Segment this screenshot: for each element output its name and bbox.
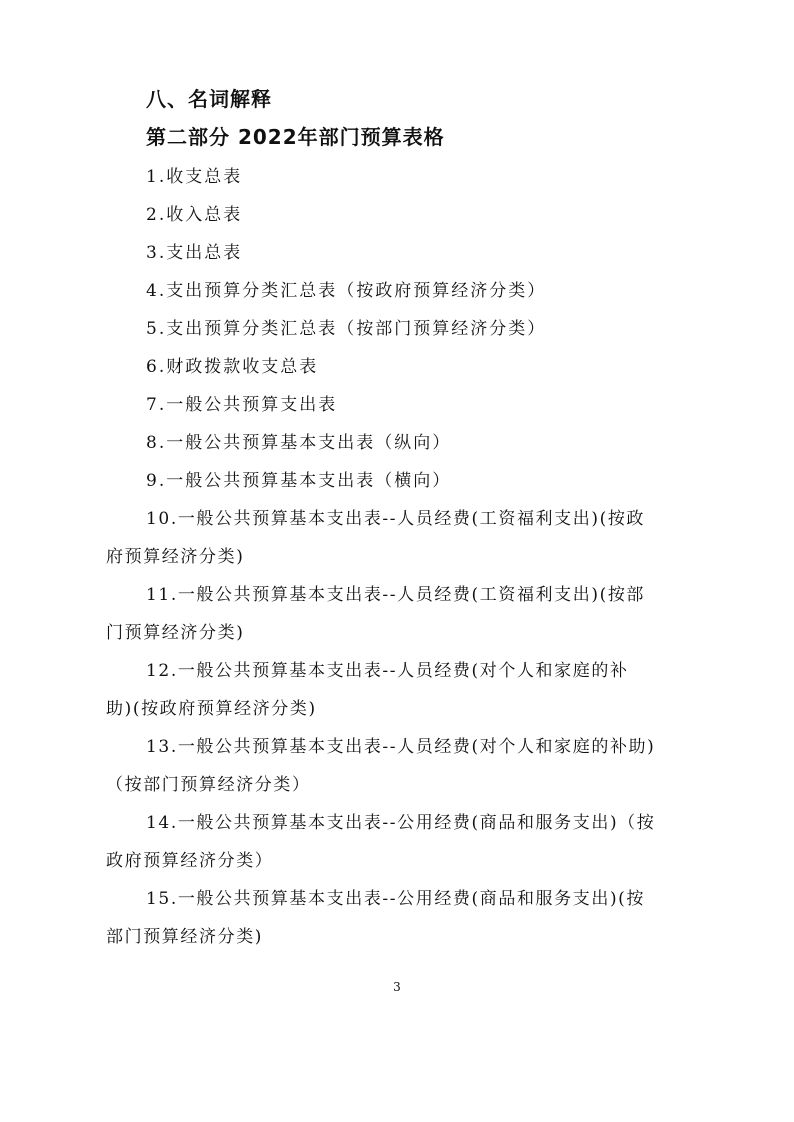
list-item-continuation: （按部门预算经济分类） xyxy=(106,775,311,795)
list-item-wrapped xyxy=(106,804,702,880)
page-content xyxy=(106,84,702,956)
list-item-line: 14.一般公共预算基本支出表--公用经费(商品和服务支出)（按 xyxy=(146,813,656,833)
list-item: 6.财政拨款收支总表 xyxy=(146,357,319,377)
section-heading: 八、名词解释 xyxy=(146,87,272,111)
list-item: 8.一般公共预算基本支出表（纵向） xyxy=(146,433,452,453)
list-item-continuation: 助)(按政府预算经济分类) xyxy=(106,699,317,719)
list-item: 7.一般公共预算支出表 xyxy=(146,395,338,415)
list-item-continuation: 门预算经济分类) xyxy=(106,623,245,643)
list-item: 2.收入总表 xyxy=(146,205,243,225)
list-item: 9.一般公共预算基本支出表（横向） xyxy=(146,471,452,491)
list-item: 5.支出预算分类汇总表（按部门预算经济分类） xyxy=(146,319,547,339)
list-item: 4.支出预算分类汇总表（按政府预算经济分类） xyxy=(146,281,547,301)
list-item-line: 11.一般公共预算基本支出表--人员经费(工资福利支出)(按部 xyxy=(146,585,646,605)
list-item: 3.支出总表 xyxy=(146,243,243,263)
list-item-line: 10.一般公共预算基本支出表--人员经费(工资福利支出)(按政 xyxy=(146,509,646,529)
part-heading: 第二部分 2022年部门预算表格 xyxy=(146,125,445,149)
list-item-wrapped xyxy=(106,576,702,652)
list-item-line: 15.一般公共预算基本支出表--公用经费(商品和服务支出)(按 xyxy=(146,889,646,909)
list-item-continuation: 府预算经济分类) xyxy=(106,547,245,567)
list-item-wrapped xyxy=(106,652,702,728)
list-item: 1.收支总表 xyxy=(146,167,243,187)
list-item-wrapped xyxy=(106,728,702,804)
page-number: 3 xyxy=(393,980,401,994)
list-item-continuation: 政府预算经济分类） xyxy=(106,851,274,871)
list-item-wrapped xyxy=(106,880,702,956)
list-item-line: 12.一般公共预算基本支出表--人员经费(对个人和家庭的补 xyxy=(146,661,629,681)
list-item-line: 13.一般公共预算基本支出表--人员经费(对个人和家庭的补助) xyxy=(146,737,656,757)
list-item-wrapped xyxy=(106,500,702,576)
list-item-continuation: 部门预算经济分类) xyxy=(106,927,264,947)
